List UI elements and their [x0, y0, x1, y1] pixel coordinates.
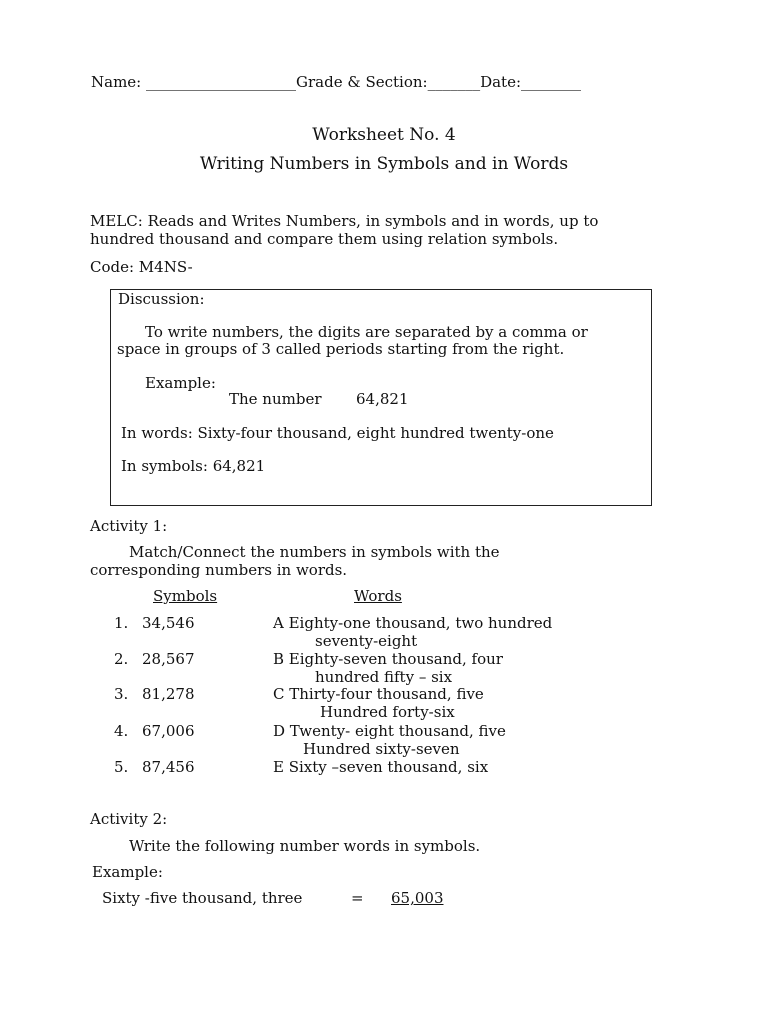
activity-2-example-answer: 65,003: [391, 889, 444, 907]
melc-line-1: MELC: Reads and Writes Numbers, in symbols and in words, up to: [90, 212, 599, 230]
item-word-line-2: Hundred forty-six: [320, 703, 455, 721]
item-symbol: 87,456: [142, 758, 195, 776]
item-word-line-1: A Eighty-one thousand, two hundred: [273, 614, 553, 632]
item-symbol: 34,546: [142, 614, 195, 632]
discussion-paragraph-line-2: space in groups of 3 called periods starting from the right.: [117, 340, 565, 358]
item-number: 4.: [114, 722, 129, 740]
the-number-label: The number: [229, 390, 322, 408]
item-symbol: 81,278: [142, 685, 195, 703]
name-grade-date-line: Name: ____________________Grade & Section:_______Date:________: [91, 73, 582, 91]
worksheet-subtitle: Writing Numbers in Symbols and in Words: [199, 154, 569, 174]
item-word-line-2: seventy-eight: [315, 632, 418, 650]
melc-line-2: hundred thousand and compare them using relation symbols.: [90, 230, 559, 248]
activity-2-instruction: Write the following number words in symbols.: [129, 837, 481, 855]
worksheet-title: Worksheet No. 4: [312, 125, 456, 145]
item-word-line-2: hundred fifty – six: [315, 668, 453, 686]
code-label: Code: M4NS-: [90, 258, 193, 276]
item-number: 1.: [114, 614, 129, 632]
item-number: 2.: [114, 650, 129, 668]
item-word-line-1: C Thirty-four thousand, five: [273, 685, 484, 703]
item-symbol: 67,006: [142, 722, 195, 740]
activity-2-example-label: Example:: [92, 863, 163, 881]
words-column-header: Words: [354, 587, 402, 605]
activity-1-heading: Activity 1:: [90, 517, 168, 535]
activity-1-instruction-line-1: Match/Connect the numbers in symbols with the: [129, 543, 500, 561]
discussion-heading: Discussion:: [118, 290, 205, 308]
the-number-value: 64,821: [356, 390, 409, 408]
activity-1-instruction-line-2: corresponding numbers in words.: [90, 561, 348, 579]
in-words-line: In words: Sixty-four thousand, eight hundred twenty-one: [121, 424, 554, 442]
symbols-column-header: Symbols: [153, 587, 218, 605]
item-word-line-1: B Eighty-seven thousand, four: [273, 650, 503, 668]
activity-2-example-words: Sixty -five thousand, three: [102, 889, 303, 907]
equals-sign: =: [351, 889, 364, 907]
item-word-line-1: E Sixty –seven thousand, six: [273, 758, 489, 776]
discussion-example-label: Example:: [145, 374, 216, 392]
in-symbols-line: In symbols: 64,821: [121, 457, 266, 475]
item-symbol: 28,567: [142, 650, 195, 668]
discussion-paragraph-line-1: To write numbers, the digits are separated by a comma or: [145, 323, 588, 341]
item-number: 5.: [114, 758, 129, 776]
item-word-line-2: Hundred sixty-seven: [303, 740, 460, 758]
activity-2-heading: Activity 2:: [90, 810, 168, 828]
item-number: 3.: [114, 685, 129, 703]
item-word-line-1: D Twenty- eight thousand, five: [273, 722, 506, 740]
